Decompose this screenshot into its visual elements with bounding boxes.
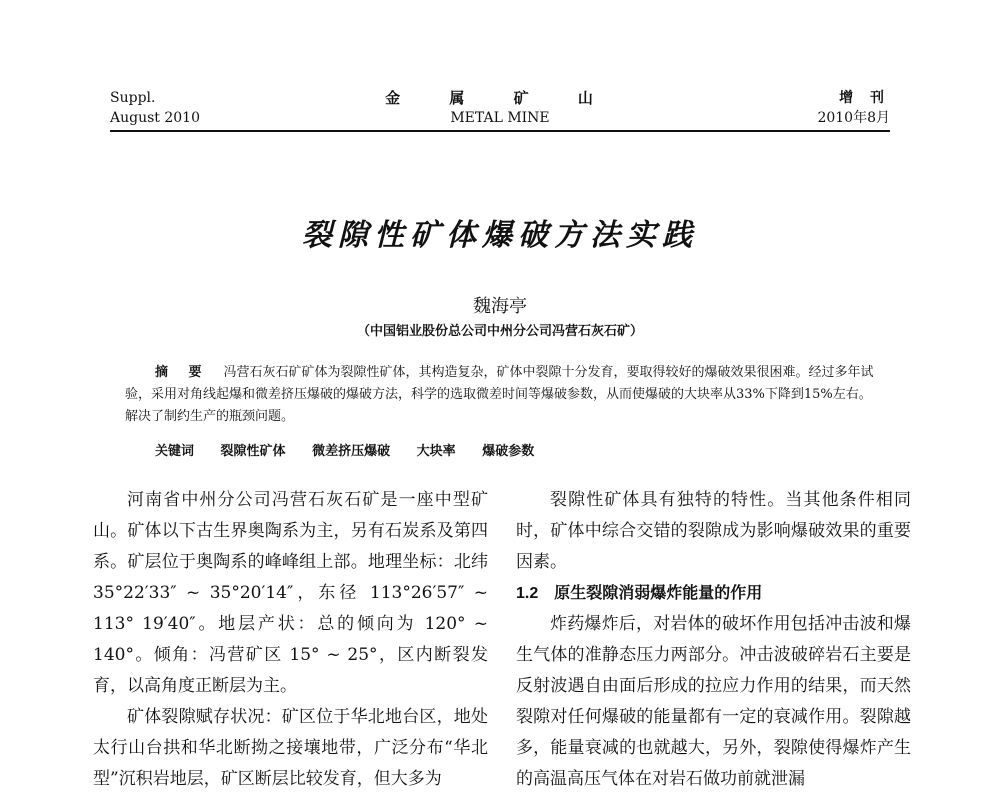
journal-name-en: METAL MINE xyxy=(450,110,550,126)
keyword: 裂隙性矿体 xyxy=(220,444,286,459)
keyword: 爆破参数 xyxy=(482,444,535,459)
keywords xyxy=(155,440,534,459)
body-paragraph: 裂隙性矿体具有独特的特性。当其他条件相同时，矿体中综合交错的裂隙成为影响爆破效果的重要因素。 xyxy=(516,490,911,572)
journal-name-cn: 金 属 矿 山 xyxy=(385,89,615,107)
supplement-label-cn: 增 刊 xyxy=(839,90,890,106)
abstract xyxy=(125,362,880,428)
body-column-right xyxy=(516,485,911,795)
header-right xyxy=(817,88,890,128)
body-paragraph: 炸药爆炸后，对岩体的破坏作用包括冲击波和爆生气体的准静态压力两部分。冲击波破碎岩石主要是反射波遇自由面后形成的拉应力作用的结果，而天然裂隙对任何爆破的能量都有一定的衰减作用。裂隙越多，能量衰减的也就越大，另外，裂隙使得爆炸产生的高温高压气体在对岩石做功前就泄漏 xyxy=(516,614,911,789)
abstract-text: 冯营石灰石矿矿体为裂隙性矿体，其构造复杂，矿体中裂隙十分发育，要取得较好的爆破效果很困难。经过多年试验，采用对角线起爆和微差挤压爆破的爆破方法，科学的选取微差时间等爆破参数，从而使爆破的大块率从33%下降到15%左右。解决了制约生产的瓶颈问题。 xyxy=(125,365,874,424)
header-center xyxy=(110,88,890,128)
paper-title: 裂隙性矿体爆破方法实践 xyxy=(302,218,698,253)
abstract-label: 摘 要 xyxy=(155,365,210,380)
body-column-left xyxy=(93,485,488,795)
issue-date-en: August 2010 xyxy=(110,110,200,126)
keyword: 微差挤压爆破 xyxy=(312,444,391,459)
section-heading: 1.2 原生裂隙消弱爆炸能量的作用 xyxy=(516,585,763,602)
body-paragraph: 河南省中州分公司冯营石灰石矿是一座中型矿山。矿体以下古生界奥陶系为主，另有石炭系及第四系。矿层位于奥陶系的峰峰组上部。地理坐标：北纬 35°22′33″ ~ 35°20′14″，东径 113°26′57″ ~ 113° 19′40″。地层产状：总的倾向为 120° ~ 140°。倾角：冯营矿区 15° ~ 25°，区内断裂发育，以高角度正断层为主。 xyxy=(93,490,488,696)
author-name: 魏海亭 xyxy=(473,296,527,317)
body-paragraph: 矿体裂隙赋存状况：矿区位于华北地台区，地处太行山台拱和华北断拗之接壤地带，广泛分布“华北型”沉积岩地层，矿区断层比较发育，但大多为 xyxy=(93,707,488,789)
header-rule xyxy=(110,130,890,132)
keyword: 大块率 xyxy=(416,444,456,459)
supplement-label: Suppl. xyxy=(110,90,156,106)
page-header xyxy=(110,88,890,132)
author-affiliation: （中国铝业股份总公司中州分公司冯营石灰石矿） xyxy=(356,324,643,339)
keywords-label: 关键词 xyxy=(155,444,195,459)
issue-date-cn: 2010年8月 xyxy=(817,110,890,126)
